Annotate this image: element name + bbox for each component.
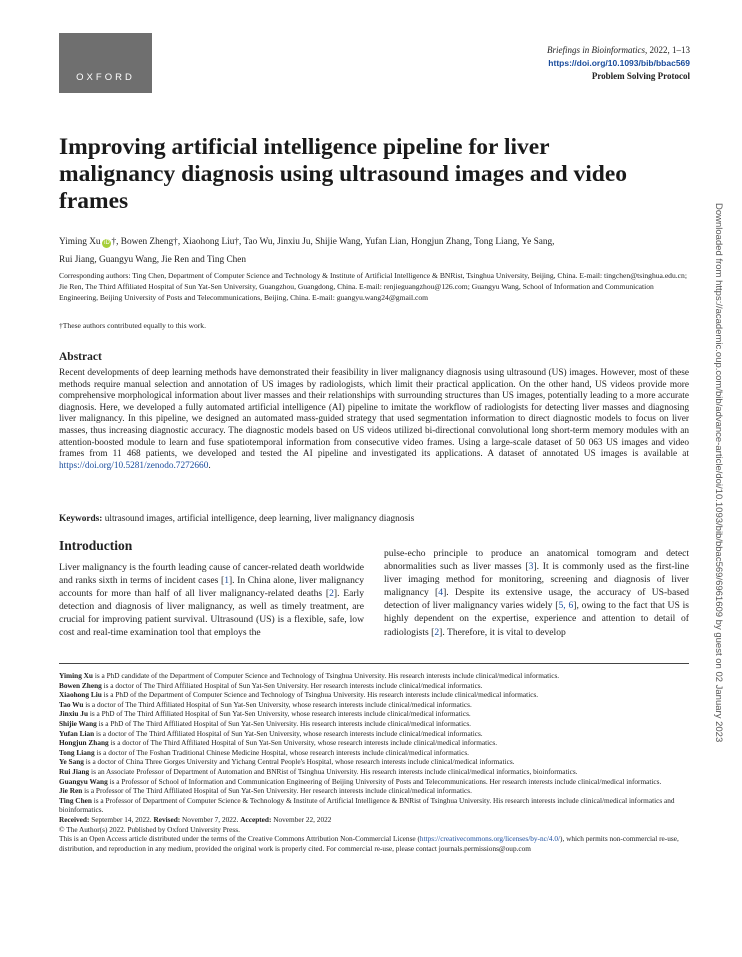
bio-entry: [59, 719, 691, 729]
abstract-body: Recent developments of deep learning methods have demonstrated their feasibility in liver malignancy diagnosis using ultrasound (US) images. However, most of these methods require manual selection and annotation of US images by radiologists, which limit their practical application. On the other hand, US videos provide more comprehensive morphological information about liver masses and their relationships with surrounding structures than US images, potentially leading to a more accurate diagnosis. Here, we developed a fully automated artificial intelligence (AI) pipeline to imitate the workflow of radiologists for detecting liver masses and diagnosing liver malignancy. In this pipeline, we designed an automated mass-guided strategy that used segmentation information to direct diagnostic models to focus on liver masses, thus increasing diagnostic accuracy. The diagnostic models based on US videos utilized bi-directional convolutional long short-term memory modules with an attention-boosted module to learn and fuse spatiotemporal information from consecutive video frames. Using a large-scale dataset of 50 063 US images and video frames from 11 468 patients, we developed and tested the AI pipeline and investigated its applications. A dataset of annotated US images is available at: [59, 368, 689, 460]
bio-text: is a PhD of the Department of Computer Science and Technology of Tsinghua University. His research interests include clinical/medical informatics.: [101, 690, 539, 700]
bio-name: Guangyu Wang: [59, 776, 108, 786]
keywords-list: ultrasound images, artificial intelligence, deep learning, liver malignancy diagnosis: [102, 514, 415, 524]
authors-line-2: Rui Jiang, Guangyu Wang, Jie Ren and Ting Chen: [59, 255, 247, 265]
first-author-name[interactable]: Yiming Xu: [59, 237, 101, 247]
revised-date: November 7, 2022.: [180, 814, 241, 824]
intro-text: pulse-echo principle to produce an anatomical tomogram and detect abnormalities such as liver masses [: [384, 548, 689, 573]
bio-entry: [59, 796, 691, 815]
bio-name: Tao Wu: [59, 699, 84, 709]
bio-text: is a doctor of The Third Affiliated Hospital of Sun Yat-Sen University, whose research interests include clinical/medical informatics.: [83, 699, 472, 709]
download-sidebar: Downloaded from https://academic.oup.com/bib/advance-article/doi/10.1093/bib/bbac569/6961609 by guest on 02 January 2023: [713, 203, 724, 743]
intro-column-left: [59, 561, 364, 640]
bio-text: is a doctor of China Three Gorges University and Yichang Central People's Hospital, whose research interests include clinical/medical informatics.: [83, 757, 515, 767]
bio-text: is a Professor of School of Information and Communication Engineering of Beijing University of Posts and Telecommunications. Her research interests include clinical/medical informatics.: [107, 776, 662, 786]
abstract-text: Recent developments of deep learning methods have demonstrated their feasibility in liver malignancy diagnosis using ultrasound (US) images. However, most of these methods require manual selection and annotation of US images by radiologists, which limit their practical application. On the other hand, US videos provide more comprehensive morphological information about liver masses and their relationships with surrounding structures than US images, potentially leading to a more accurate diagnosis. Here, we developed a fully automated artificial intelligence (AI) pipeline to imitate the workflow of radiologists for detecting liver masses and diagnosing liver malignancy. In this pipeline, we designed an automated mass-guided strategy that used segmentation information to direct diagnostic models to focus on liver masses, thus increasing diagnostic accuracy. The diagnostic models based on US videos utilized bi-directional convolutional long short-term memory modules with an attention-boosted module to learn and fuse spatiotemporal information from consecutive video frames. Using a large-scale dataset of 50 063 US images and video frames from 11 468 patients, we developed and tested the AI pipeline and investigated its applications. A dataset of annotated US images is available at https://doi.org/10.5281/zenodo.7272660.: [59, 368, 689, 471]
bio-name: Yufan Lian: [59, 728, 95, 738]
bio-entry: [59, 767, 691, 777]
intro-text: ], owing to the fact that US is highly dependent on the expertise, experience and attention to detail of radiologists [: [384, 600, 690, 638]
bio-text: is a Professor of Department of Computer Science & Technology & Institute of Artificial Intelligence & BNRist of Tsinghua University. His research interests include clinical/medical informatics and bioinformatics.: [59, 795, 675, 815]
bio-entry: [59, 748, 691, 758]
bio-text: is a doctor of The Third Affiliated Hospital of Sun Yat-Sen University. Her research interests include clinical/medical informatics.: [101, 680, 483, 690]
bio-name: Tong Liang: [59, 747, 95, 757]
author-biographies: [59, 671, 691, 853]
bio-name: Jinxiu Ju: [59, 709, 88, 719]
citation-ref[interactable]: 4: [438, 587, 444, 599]
abstract-heading: Abstract: [59, 351, 102, 363]
bio-name: Rui Jiang: [59, 766, 90, 776]
bio-name: Shijie Wang: [59, 718, 97, 728]
license-text: This is an Open Access article distributed under the terms of the Creative Commons Attribution Non-Commercial License (: [59, 834, 420, 844]
revised-label: Revised:: [153, 814, 181, 824]
equal-contribution-note: †These authors contributed equally to this work.: [59, 321, 206, 330]
citation-ref[interactable]: 1: [224, 575, 229, 587]
citation-ref[interactable]: 2: [434, 626, 440, 638]
article-title: Improving artificial intelligence pipeline for liver malignancy diagnosis using ultrasound images and video frames: [59, 134, 628, 214]
bio-text: is a doctor of The Third Affiliated Hospital of Sun Yat-Sen University, whose research interests include clinical/medical informatics.: [108, 738, 498, 748]
bio-name: Hongjun Zhang: [59, 738, 109, 748]
keywords: [59, 514, 414, 524]
intro-text: ]. Therefore, it is vital to develop: [439, 626, 566, 638]
orcid-icon[interactable]: iD: [104, 240, 110, 246]
citation-ref[interactable]: 2: [329, 588, 334, 600]
bio-entry: [59, 700, 691, 710]
citation-ref[interactable]: 3: [528, 561, 534, 573]
bio-name: Bowen Zheng: [59, 680, 102, 690]
bio-text: is a Professor of The Third Affiliated Hospital of Sun Yat-Sen University. Her research interests include clinical/medical informatics.: [82, 786, 472, 796]
oxford-logo: OXFORD: [59, 33, 152, 93]
author-list: [59, 233, 689, 269]
authors-line-1: †, Bowen Zheng†, Xiaohong Liu†, Tao Wu, Jinxiu Ju, Shijie Wang, Yufan Lian, Hongjun Zhang, Tong Liang, Ye Sang,: [111, 237, 555, 247]
bio-entry: [59, 729, 691, 739]
corresponding-authors: Corresponding authors: Ting Chen, Department of Computer Science and Technology & Institute of Artificial Intelligence & BNRist, Tsinghua University, Beijing, China. E-mail: tingchen@tsinghua.edu.cn; Jie Ren, The Third Affiliated Hospital of Sun Yat-Sen University, Guangzhou, Guangdong, China. E-mail: renjieguangzhou@126.com; Guangyu Wang, School of Information and Communication Engineering, Beijing University of Posts and Telecommunications, Beijing, China. E-mail: guangyu.wang24@gmail.com: [59, 271, 687, 303]
bio-name: Jie Ren: [59, 786, 83, 796]
masthead: [547, 44, 690, 83]
bio-entry: [59, 671, 691, 681]
bio-name: Ting Chen: [59, 795, 92, 805]
citation-ref[interactable]: 5, 6: [558, 600, 574, 612]
license-notice: [59, 834, 691, 853]
intro-text: ]. It is commonly used as the first-line liver imaging method for monitoring, screening and diagnosis of liver malignancy [: [384, 561, 689, 599]
bio-name: Ye Sang: [59, 757, 84, 767]
received-dates: [59, 815, 691, 825]
intro-text: ]. Early detection and diagnosis of liver malignancy, as well as timely treatment, are crucial for improving patient survival. Ultrasound (US) is a flexible, safe, low cost and real-time examination tool that employs the: [59, 588, 364, 639]
bio-name: Xiaohong Liu: [59, 690, 102, 700]
received-date: September 14, 2022.: [89, 814, 154, 824]
bio-text: is a PhD candidate of the Department of Computer Science and Technology of Tsinghua University. His research interests include clinical/medical informatics.: [93, 671, 560, 680]
bio-entry: [59, 757, 691, 767]
introduction-heading: Introduction: [59, 538, 133, 553]
journal-name: Briefings in Bioinformatics: [547, 45, 645, 55]
journal-citation: [547, 44, 690, 57]
footnote-divider: [59, 663, 689, 664]
received-label: Received:: [59, 814, 90, 824]
bio-text: is a doctor of The Foshan Traditional Chinese Medicine Hospital, whose research interests include clinical/medical informatics.: [94, 747, 469, 757]
bio-entry: [59, 738, 691, 748]
citation-year-pages: , 2022, 1–13: [645, 45, 690, 55]
article-type: Problem Solving Protocol: [591, 71, 690, 81]
bio-entry: [59, 777, 691, 787]
doi-link[interactable]: https://doi.org/10.1093/bib/bbac569: [548, 58, 690, 68]
intro-text: Liver malignancy is the fourth leading cause of cancer-related death worldwide and ranks sixth in terms of incident cases [: [59, 562, 364, 587]
bio-name: Yiming Xu: [59, 671, 93, 680]
dataset-link[interactable]: https://doi.org/10.5281/zenodo.7272660: [59, 460, 209, 471]
keywords-label: Keywords:: [59, 514, 103, 524]
intro-text: ]. Despite its extensive usage, the accuracy of US-based detection of liver malignancy varies widely [: [384, 587, 690, 612]
copyright-notice: © The Author(s) 2022. Published by Oxford University Press.: [59, 824, 240, 834]
bio-entry: [59, 786, 691, 796]
intro-column-right: [384, 547, 689, 639]
bio-text: is a PhD of The Third Affiliated Hospital of Sun Yat-Sen University. His research interests include clinical/medical informatics.: [96, 718, 472, 728]
bio-text: is an Associate Professor of Department of Automation and BNRist of Tsinghua University. His research interests include clinical/medical informatics, bioinformatics.: [89, 766, 578, 776]
accepted-date: November 22, 2022: [271, 814, 332, 824]
bio-text: is a PhD of The Third Affiliated Hospital of Sun Yat-Sen University, whose research interests include clinical/medical informatics.: [88, 709, 471, 719]
bio-text: is a doctor of The Third Affiliated Hospital of Sun Yat-Sen University, whose research interests include clinical/medical informatics.: [94, 728, 483, 738]
license-text: ), which permits non-commercial re-use, distribution, and reproduction in any medium, provided the original work is properly cited. For commercial re-use, please contact journals.permissions@oup.com: [59, 834, 679, 853]
bio-entry: [59, 709, 691, 719]
bio-entry: [59, 690, 691, 700]
intro-text: ]. In China alone, liver malignancy accounts for more than half of all liver malignancy-related deaths [: [59, 575, 364, 600]
license-link[interactable]: https://creativecommons.org/licenses/by-nc/4.0/: [419, 834, 561, 844]
accepted-label: Accepted:: [240, 814, 272, 824]
bio-entry: [59, 681, 691, 691]
